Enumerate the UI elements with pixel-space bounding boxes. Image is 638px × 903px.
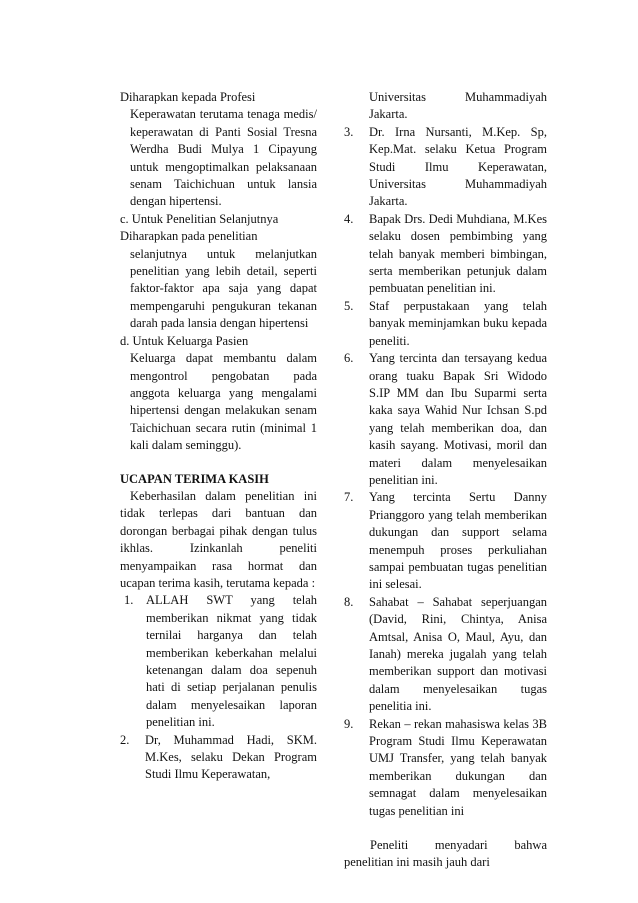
list-item	[344, 298, 547, 350]
continuation-text: Universitas Muhammadiyah Jakarta.	[369, 90, 547, 122]
saran-d-label: d. Untuk Keluarga Pasien	[120, 333, 249, 348]
list-item	[344, 211, 547, 298]
saran-c-label: c. Untuk Penelitian Selanjutnya	[120, 211, 279, 226]
list-item-text: Sahabat – Sahabat seperjuangan (David, Rini, Chintya, Anisa Amtsal, Anisa O, Maul, Ayu, dan Ianah) mereka jugalah yang telah memberikan support dan motivasi dalam menyelesaikan tugas penelitia ini.	[369, 594, 547, 714]
list-item-text: Dr. Irna Nursanti, M.Kep. Sp, Kep.Mat. selaku Ketua Program Studi Ilmu Keperawatan, Universitas Muhammadiyah Jakarta.	[369, 124, 547, 209]
list-item	[344, 489, 547, 593]
list-item	[344, 350, 547, 489]
list-item	[120, 732, 317, 784]
list-item	[344, 716, 547, 820]
list-item-number: 5.	[344, 298, 354, 313]
list-item-text: Bapak Drs. Dedi Muhdiana, M.Kes selaku dosen pembimbing yang telah banyak memberi bimbingan, serta memberikan petunjuk dalam pembuatan penelitian ini.	[369, 211, 547, 296]
list-item-number: 7.	[344, 490, 354, 505]
list-item-number: 3.	[344, 124, 354, 139]
list-item-text: Yang tercinta Sertu Danny Prianggoro yang telah memberikan dukungan dan support selama menempuh proses perkuliahan sampai pembuatan tugas penelitian ini selesai.	[369, 490, 547, 592]
list-item-number: 2.	[120, 732, 130, 747]
saran-c-intro: Diharapkan pada penelitian	[120, 229, 258, 244]
saran-c-body: selanjutnya untuk melanjutkan penelitian yang lebih detail, seperti faktor-faktor apa saja yang dapat mempengaruhi pengukuran tekanan darah pada lansia dengan hipertensi	[130, 246, 317, 331]
list-item-text: Dr, Muhammad Hadi, SKM. M.Kes, selaku Dekan Program Studi Ilmu Keperawatan,	[145, 732, 317, 782]
list-item-number: 9.	[344, 716, 354, 731]
list-item	[344, 594, 547, 716]
list-item-text: Staf perpustakaan yang telah banyak meminjamkan buku kepada peneliti.	[369, 298, 547, 348]
left-column	[120, 89, 317, 784]
list-item-text: ALLAH SWT yang telah memberikan nikmat yang tidak ternilai harganya dan telah memberikan keberkahan melalui ketenangan dalam doa sepenuh hati di setiap perjalanan penulis dalam menyelesaikan laporan penelitian ini.	[146, 593, 317, 730]
right-column	[344, 89, 547, 872]
closing-paragraph: Peneliti menyadari bahwa penelitian ini masih jauh dari	[344, 838, 547, 870]
list-item-text: Rekan – rekan mahasiswa kelas 3B Program Studi Ilmu Keperawatan UMJ Transfer, yang telah banyak memberikan dukungan dan semnagat dalam menyelesaikan tugas penelitian ini	[369, 716, 547, 818]
section-heading: UCAPAN TERIMA KASIH	[120, 471, 269, 486]
list-item	[344, 124, 547, 211]
saran-d-body: Keluarga dapat membantu dalam mengontrol pengobatan pada anggota keluarga yang mengalami hipertensi dengan melakukan senam Taichichuan secara rutin (minimal 1 kali dalam seminggu).	[130, 351, 317, 453]
list-item	[120, 592, 317, 731]
saran-profesi-body: Keperawatan terutama tenaga medis/ keperawatan di Panti Sosial Tresna Werdha Budi Mulya 1 Cipayung untuk mengoptimalkan pelaksanaan senam Taichichuan untuk lansia dengan hipertensi.	[130, 107, 317, 209]
list-item-number: 6.	[344, 351, 354, 366]
list-item-text: Yang tercinta dan tersayang kedua orang tuaku Bapak Sri Widodo S.IP MM dan Ibu Suparmi serta kaka saya Wahid Nur Ichsan S.pd yang telah memberikan doa, dan kasih sayang. Motivasi, moril dan materi dalam menyelesaikan penelitian ini.	[369, 351, 547, 487]
intro-paragraph: Keberhasilan dalam penelitian ini tidak terlepas dari bantuan dan dorongan berbagai pihak dengan tulus ikhlas. Izinkanlah peneliti menyampaikan rasa hormat dan ucapan terima kasih, terutama kepada :	[120, 488, 317, 590]
list-item-number: 4.	[344, 211, 354, 226]
spacer	[344, 820, 547, 837]
list-item-number: 1.	[124, 593, 134, 608]
saran-profesi-intro: Diharapkan kepada Profesi	[120, 90, 256, 104]
list-item-number: 8.	[344, 594, 354, 609]
